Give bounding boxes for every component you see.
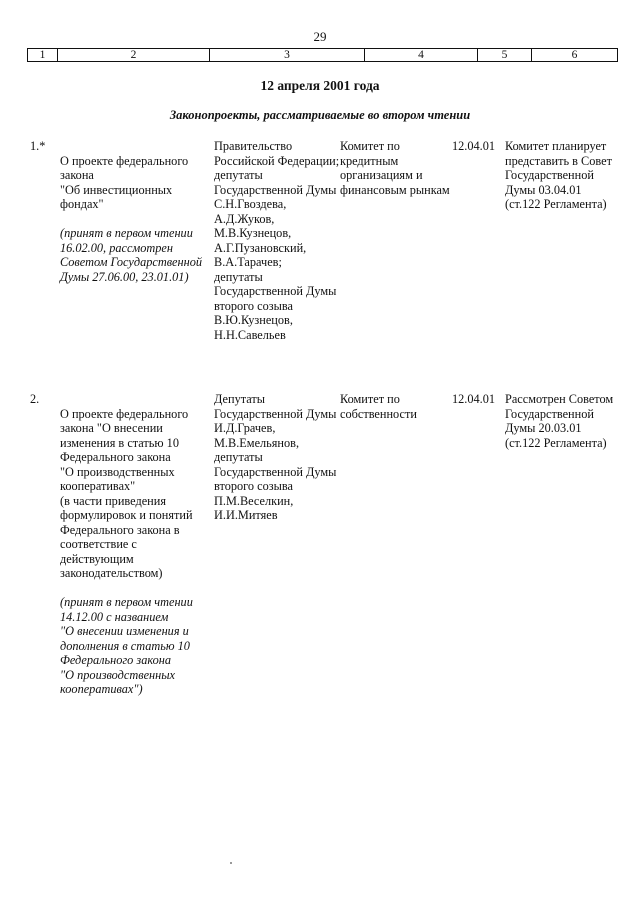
row-2-committee: Комитет по собственности	[340, 392, 417, 421]
row-1-note: Комитет планирует представить в Совет Государственной Думы 03.04.01 (ст.122 Регламента)	[505, 139, 612, 211]
row-1-number: 1.*	[30, 139, 46, 153]
row-2-authors: Депутаты Государственной Думы И.Д.Грачев, М.В.Емельянов, депутаты Государственной Думы второго созыва П.М.Веселкин, И.И.Митяев	[214, 392, 337, 522]
page-number: 29	[313, 29, 327, 44]
column-header-1: 1	[28, 49, 58, 61]
section-heading: Законопроекты, рассматриваемые во втором чтении	[169, 108, 471, 122]
row-1-committee: Комитет по кредитным организациям и финансовым рынкам	[340, 139, 450, 197]
column-header-3: 3	[210, 49, 365, 61]
column-header-4: 4	[365, 49, 478, 61]
column-header-6: 6	[571, 49, 578, 61]
row-2-date: 12.04.01	[452, 392, 496, 406]
row-2-note: Рассмотрен Советом Государственной Думы 20.03.01 (ст.122 Регламента)	[505, 392, 614, 450]
row-2-title: О проекте федерального закона "О внесении изменения в статью 10 Федерального закона "О производственных кооперативах" (в части приведения формулировок и понятий Федерального закона в соответствие с действующим законодательством)	[60, 406, 193, 580]
row-2-number: 2.	[30, 392, 40, 406]
row-1-authors: Правительство Российской Федерации; депутаты Государственной Думы С.Н.Гвоздева, А.Д.Жуков, М.В.Кузнецов, А.Г.Пузановский, В.А.Тарачев; депутаты Государственной Думы второго созыва В.Ю.Кузнецов, Н.Н.Савельев	[214, 139, 340, 342]
row-2-title-block	[60, 392, 210, 711]
column-header-5: 5	[478, 49, 532, 61]
scan-speck	[230, 862, 232, 864]
column-header-2: 2	[58, 49, 210, 61]
row-1-title-block	[60, 139, 210, 299]
date-heading: 12 апреля 2001 года	[260, 78, 380, 93]
column-number-header-row	[27, 48, 618, 62]
row-1-title: О проекте федерального закона "Об инвестиционных фондах"	[60, 153, 189, 211]
row-2-title-note: (принят в первом чтении 14.12.00 с названием "О внесении изменения и дополнения в статью 10 Федерального закона "О производственных кооперативах")	[60, 595, 193, 696]
row-1-title-note: (принят в первом чтении 16.02.00, рассмотрен Советом Государственной Думы 27.06.00, 23.01.01)	[60, 226, 203, 284]
row-1-date: 12.04.01	[452, 139, 496, 153]
